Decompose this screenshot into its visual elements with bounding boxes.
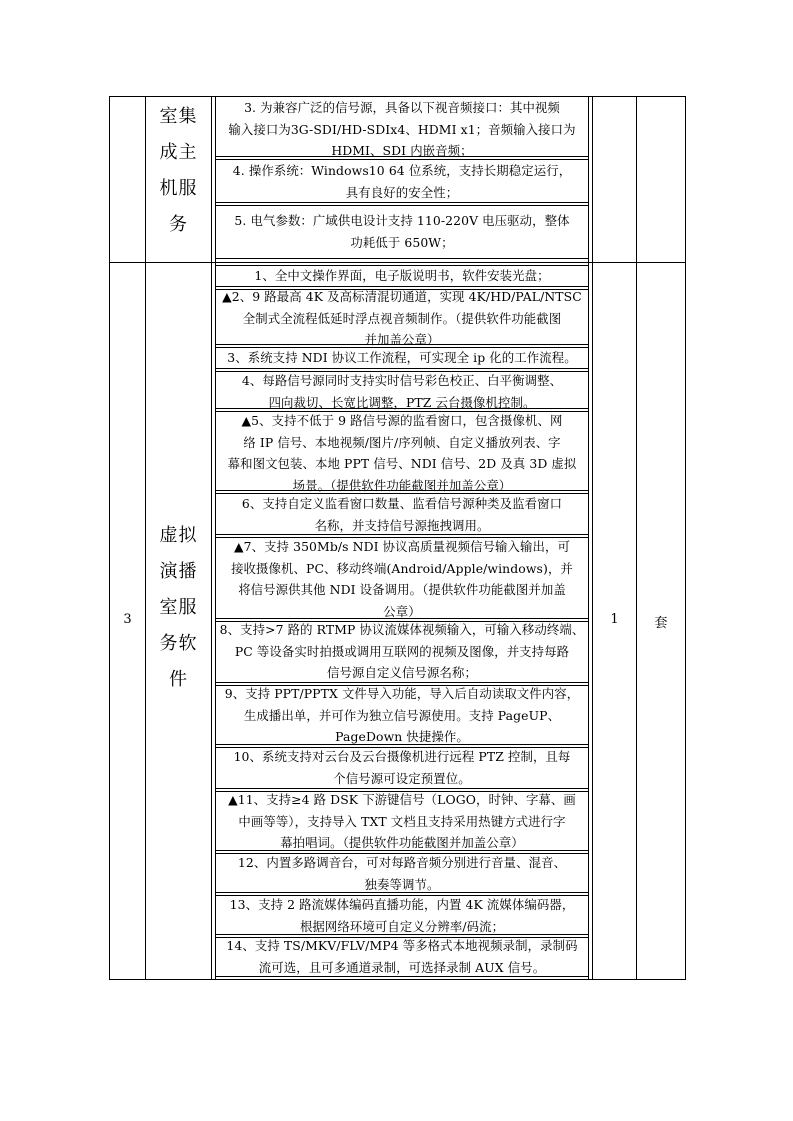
spec-item: 14、支持 TS/MKV/FLV/MP4 等多格式本地视频录制，录制码 流可选，且可多通道录制，可选择录制 AUX 信号。: [226, 938, 578, 975]
spec-item: 9、支持 PPT/PPTX 文件导入功能，导入后自动读取文件内容， 生成播出单，并可作为独立信号源使用。支持 PageUP、 PageDown 快捷操作。: [224, 686, 580, 745]
spec-item: 1、全中文操作界面，电子版说明书，软件安装光盘；: [254, 268, 550, 283]
grid-line: [215, 258, 589, 259]
spec-item: 3、系统支持 NDI 协议工作流程，可实现全 ip 化的工作流程。: [227, 350, 577, 365]
item-name-cell: 虚拟 演播 室服 务软 件: [159, 525, 198, 690]
spec-item: 12、内置多路调音台，可对每路音频分别进行音量、混音、 独奏等调节。: [237, 855, 567, 892]
grid-line: [215, 205, 589, 206]
grid-line: [588, 96, 589, 980]
spec-item: ▲2、9 路最高 4K 及高标清混切通道，实现 4K/HD/PAL/NTSC 全制式全流程低延时浮点视音频制作。（提供软件功能截图 并加盖公章）: [222, 289, 582, 348]
quantity-cell: 1: [610, 612, 619, 627]
spec-item: 4. 操作系统：Windows10 64 位系统，支持长期稳定运行， 具有良好的安全性；: [232, 163, 572, 200]
grid-line: [211, 96, 212, 980]
item-index-cell: 3: [123, 612, 132, 627]
spec-item: 8、支持>7 路的 RTMP 协议流媒体视频输入，可输入移动终端、 PC 等设备实时拍摄或调用互联网的视频及图像，并支持每路 信号源自定义信号源名称；: [219, 622, 585, 681]
grid-line: [109, 979, 686, 980]
item-name-cell: 室集 成主 机服 务: [159, 106, 198, 235]
grid-line: [109, 262, 686, 263]
spec-item: 10、系统支持对云台及云台摄像机进行远程 PTZ 控制，且每 个信号源可设定预置位。: [233, 749, 571, 786]
spec-item: 3. 为兼容广泛的信号源，具备以下视音频接口：其中视频 输入接口为3G-SDI/HD-SDIx4、HDMI x1；音频输入接口为 HDMI、SDI 内嵌音频；: [228, 100, 576, 159]
spec-item: 5. 电气参数：广域供电设计支持 110-220V 电压驱动，整体 功耗低于 650W；: [234, 213, 570, 250]
grid-line: [592, 96, 593, 980]
spec-item: ▲11、支持≥4 路 DSK 下游键信号（LOGO，时钟、字幕、画 中画等等），支持导入 TXT 文档且支持采用热键方式进行字 幕拍唱词。（提供软件功能截图并加盖公章）: [228, 792, 576, 851]
spec-item: ▲7、支持 350Mb/s NDI 协议高质量视频信号输入输出，可 接收摄像机、PC、移动终端(Android/Apple/windows)，并 将信号源供其他 NDI 设备调用。（提供软件功能截图并加盖 公章）: [231, 539, 573, 619]
spec-item: 4、每路信号源同时支持实时信号彩色校正、白平衡调整、 四向裁切、长宽比调整，PTZ 云台摄像机控制。: [241, 373, 563, 410]
grid-line: [109, 96, 110, 980]
grid-line: [685, 96, 686, 980]
spec-item: ▲5、支持不低于 9 路信号源的监看窗口，包含摄像机、网 络 IP 信号、本地视频/图片/序列帧、自定义播放列表、字 幕和图文包装、本地 PPT 信号、NDI 信号、2D 及真 3D 虚拟 场景。（提供软件功能截图并加盖公章）: [227, 413, 577, 493]
spec-item: 13、支持 2 路流媒体编码直播功能，内置 4K 流媒体编码器， 根据网络环境可自定义分辨率/码流；: [229, 897, 575, 934]
spec-item: 6、支持自定义监看窗口数量、监看信号源种类及监看窗口 名称，并支持信号源拖拽调用。: [241, 496, 563, 533]
unit-cell: 套: [654, 616, 668, 631]
grid-line: [636, 96, 637, 980]
